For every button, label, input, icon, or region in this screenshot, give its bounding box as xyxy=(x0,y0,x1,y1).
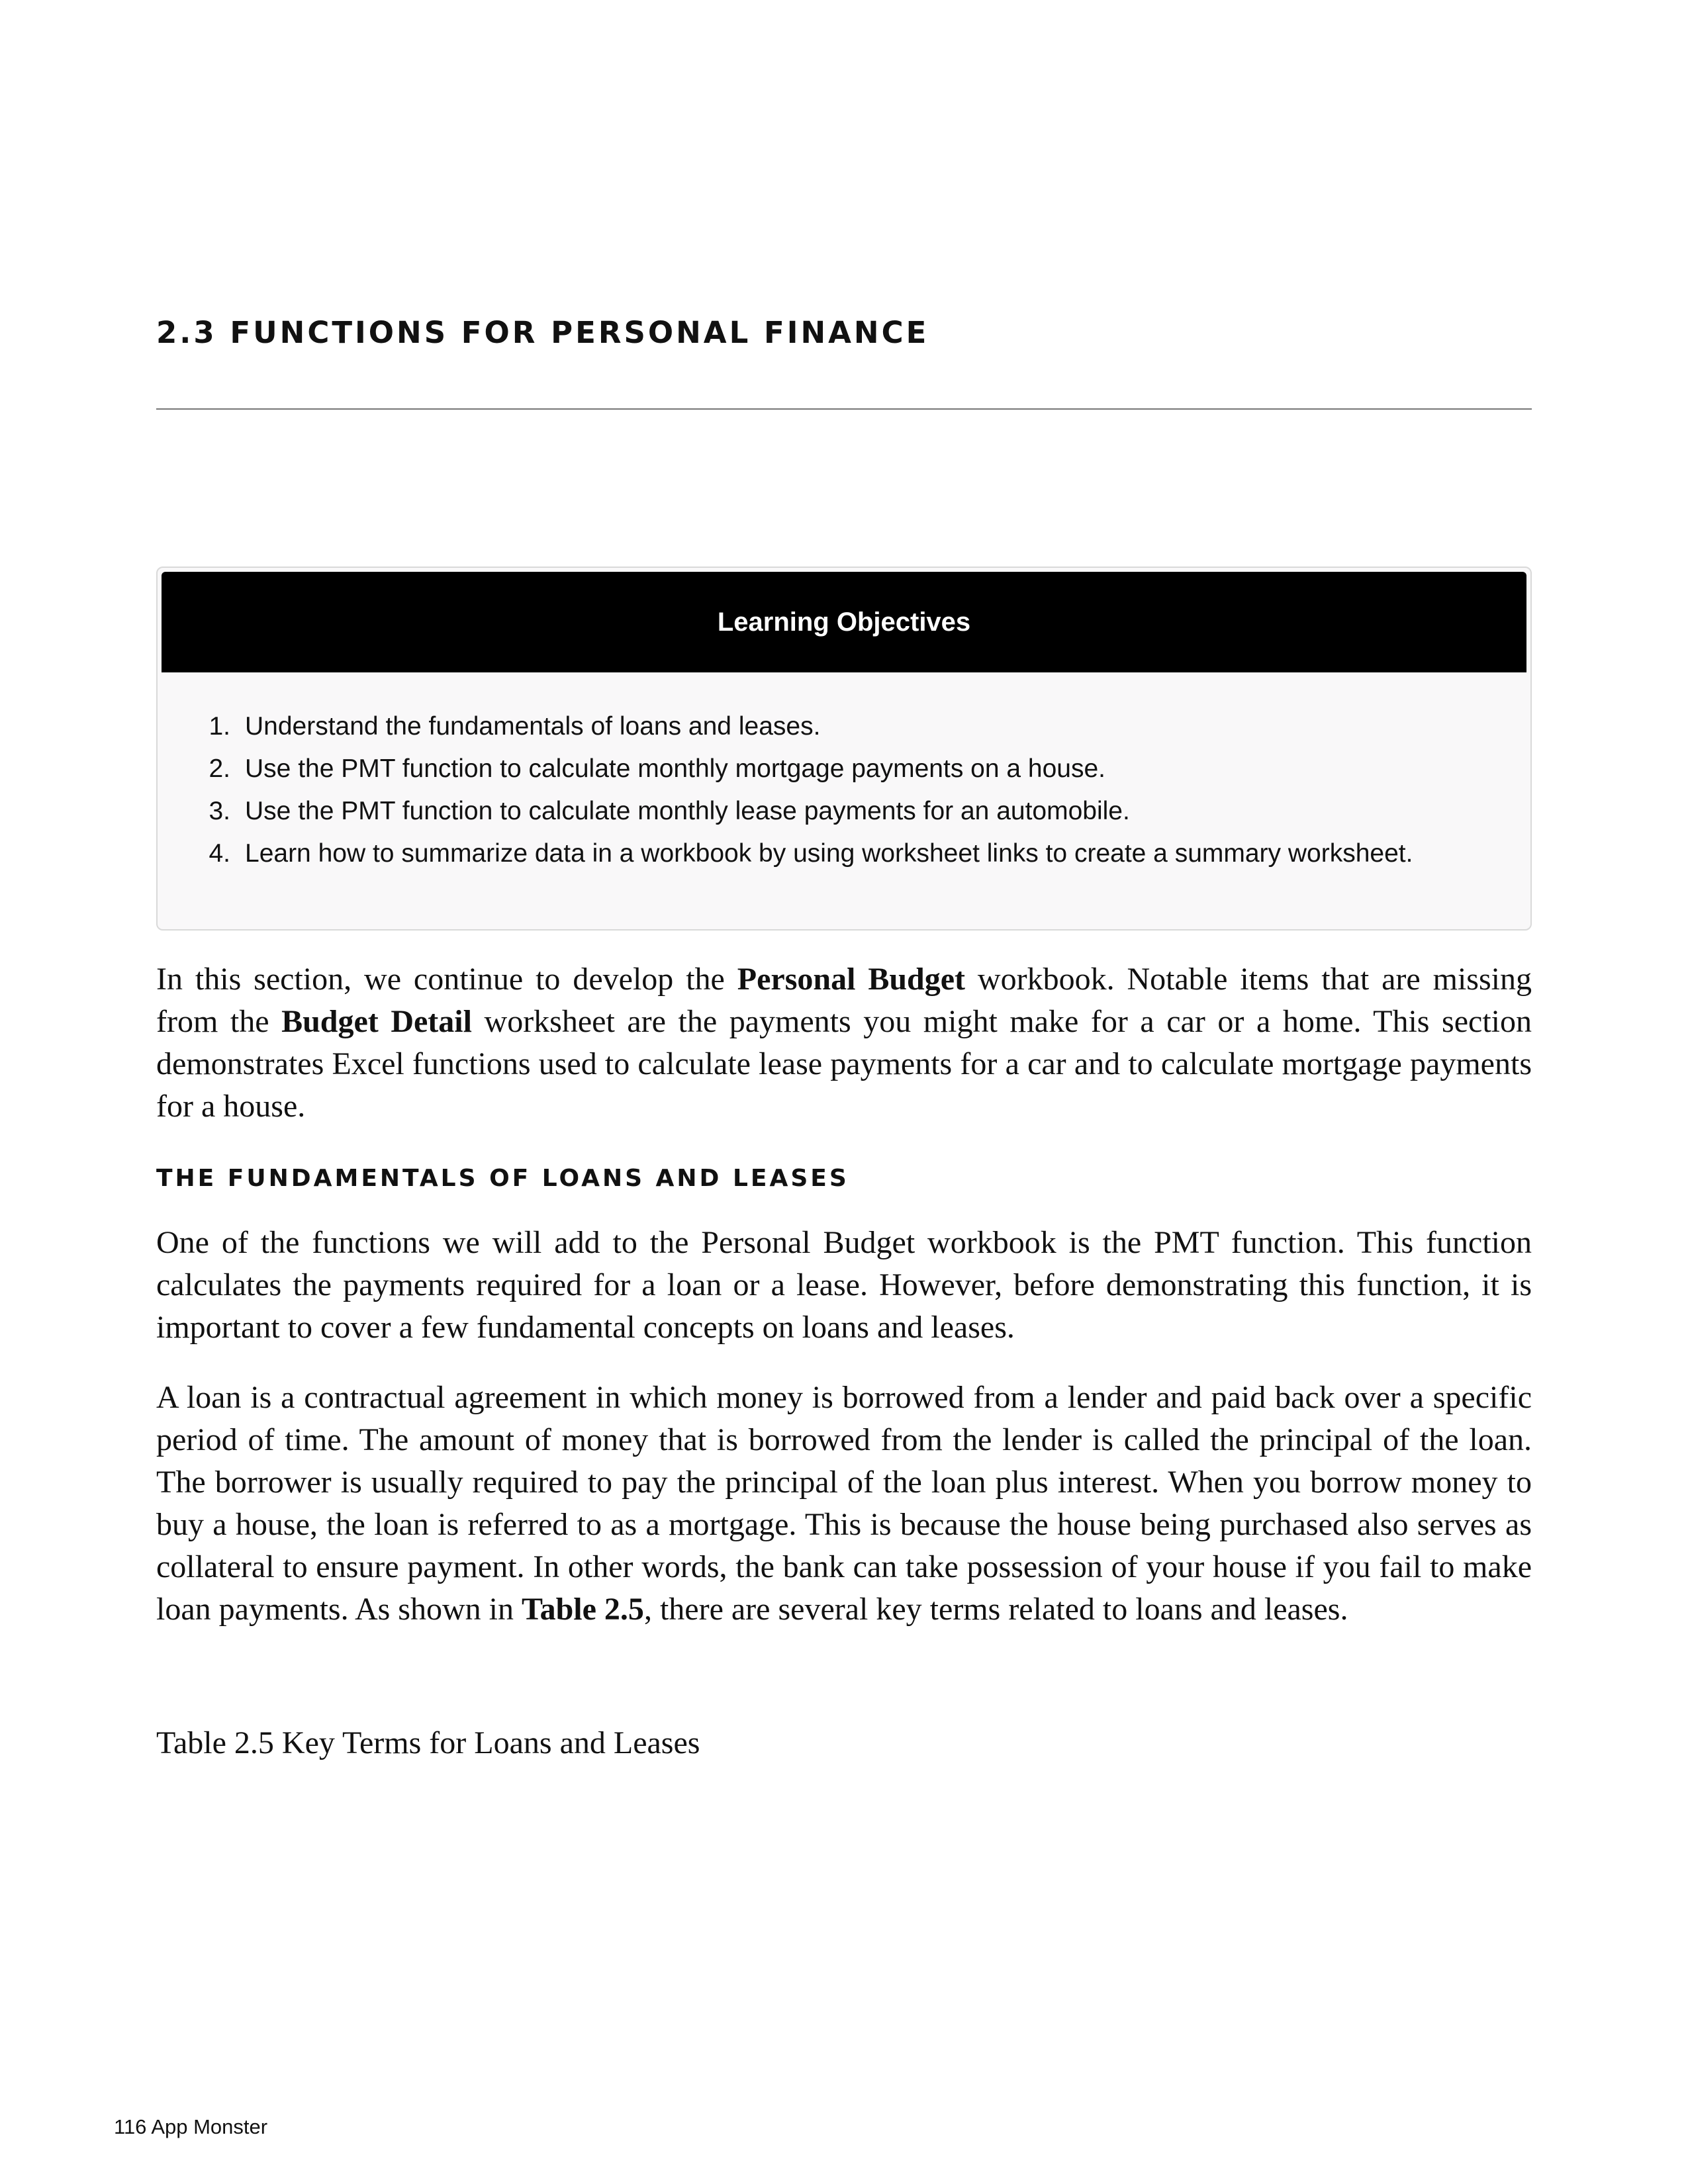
table-caption: Table 2.5 Key Terms for Loans and Leases xyxy=(156,1725,700,1760)
intro-paragraph xyxy=(156,958,1532,1128)
list-item-text: Understand the fundamentals of loans and leases. xyxy=(245,712,821,741)
section-title: 2.3 FUNCTIONS FOR PERSONAL FINANCE xyxy=(156,315,929,350)
budget-detail-bold: Budget Detail xyxy=(281,1004,472,1039)
list-item-number: 1. xyxy=(209,712,230,741)
page-footer: 116 App Monster xyxy=(114,2115,268,2138)
list-item-number: 3. xyxy=(209,797,230,825)
list-item-text: Use the PMT function to calculate monthly lease payments for an automobile. xyxy=(245,797,1130,825)
list-item-text: Learn how to summarize data in a workbook by using worksheet links to create a summary worksheet. xyxy=(245,839,1413,868)
personal-budget-bold: Personal Budget xyxy=(737,962,966,997)
list-item-text: Use the PMT function to calculate monthly mortgage payments on a house. xyxy=(245,754,1105,783)
list-item xyxy=(197,705,1413,748)
loan-text-2: , there are several key terms related to loans and leases. xyxy=(643,1592,1348,1627)
loan-text-1: A loan is a contractual agreement in which money is borrowed from a lender and paid back over a specific period of time. The amount of money that is borrowed from the lender is called the principal of the loan. The borrower is usually required to pay the principal of the loan plus interest. When you borrow money to buy a house, the loan is referred to as a mortgage. This is because the house being purchased also serves as collateral to ensure payment. In other words, the bank can take possession of your house if you fail to make loan payments. As shown in xyxy=(156,1380,1532,1627)
intro-text-1: In this section, we continue to develop the xyxy=(156,962,737,997)
list-item xyxy=(197,833,1413,875)
title-divider xyxy=(156,408,1532,410)
list-item xyxy=(197,748,1413,790)
intro-text-2: workbook. Notable items that are missing from the xyxy=(156,962,1532,1039)
subsection-title: THE FUNDAMENTALS OF LOANS AND LEASES xyxy=(156,1165,849,1192)
learning-objectives-heading: Learning Objectives xyxy=(162,572,1526,672)
intro-text-3: worksheet are the payments you might make for a car or a home. This section demonstrates Excel functions used to calculate lease payments for a car and to calculate mortgage payments for a house. xyxy=(156,1004,1532,1124)
learning-objectives-list xyxy=(197,705,1413,875)
list-item xyxy=(197,790,1413,833)
pmt-paragraph: One of the functions we will add to the Personal Budget workbook is the PMT function. This function calculates the payments required for a loan or a lease. However, before demonstrating this function, it is important to cover a few fundamental concepts on loans and leases. xyxy=(156,1225,1532,1345)
table-reference-bold: Table 2.5 xyxy=(521,1592,644,1627)
list-item-number: 2. xyxy=(209,754,230,783)
loan-paragraph xyxy=(156,1377,1532,1631)
list-item-number: 4. xyxy=(209,839,230,868)
learning-objectives-box xyxy=(156,567,1532,931)
